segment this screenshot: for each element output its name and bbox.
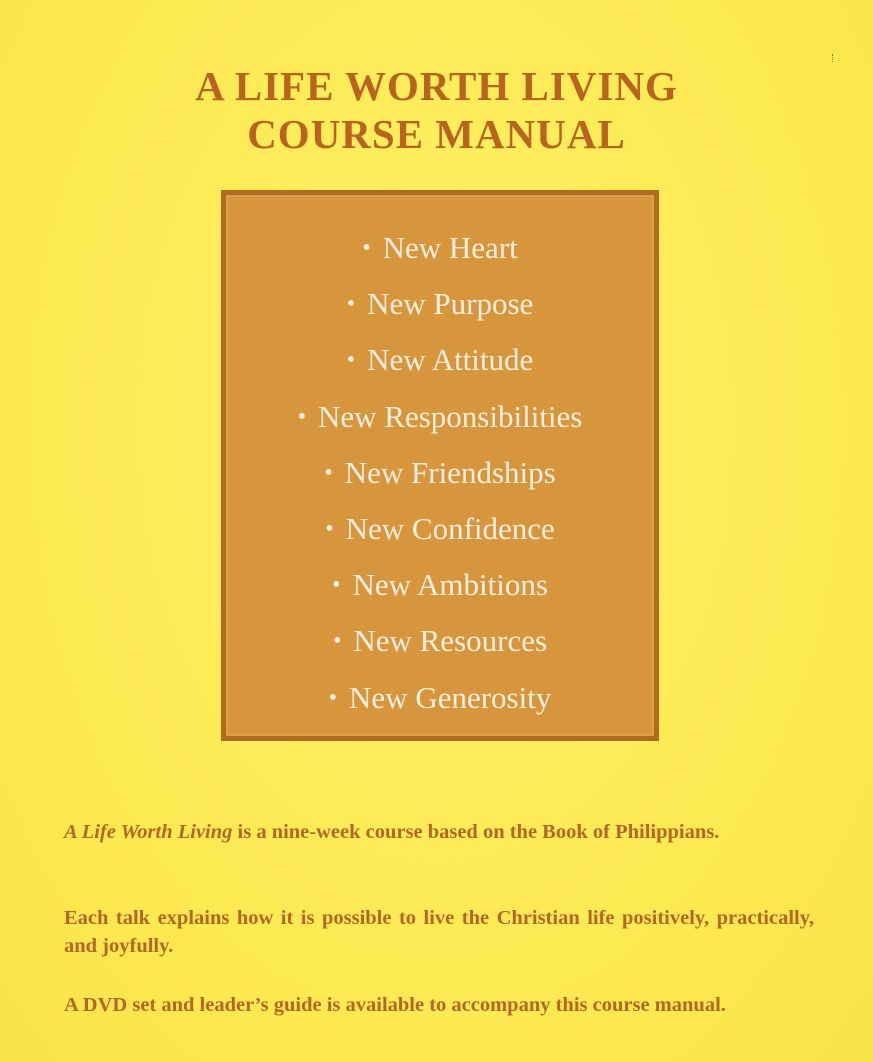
- bullet-icon: •: [346, 347, 356, 374]
- title-line-2: COURSE MANUAL: [247, 111, 626, 157]
- description-paragraph-2: Each talk explains how it is possible to live the Christian life positively, practically, and joyfully.: [64, 907, 814, 957]
- feature-label: New Ambitions: [352, 567, 548, 603]
- feature-label: New Friendships: [344, 454, 556, 490]
- feature-item: [226, 332, 654, 388]
- feature-label: New Attitude: [367, 342, 534, 378]
- feature-item: [226, 670, 654, 726]
- bullet-icon: •: [346, 291, 356, 318]
- description-paragraph-1: [64, 818, 814, 846]
- feature-list: [226, 220, 654, 726]
- course-title-italic: A Life Worth Living: [64, 821, 233, 843]
- feature-item: [226, 220, 654, 276]
- bullet-icon: •: [332, 628, 342, 655]
- feature-item: [226, 613, 654, 669]
- feature-item: [226, 276, 654, 332]
- feature-item: [226, 389, 654, 445]
- feature-label: New Resources: [353, 623, 548, 659]
- bullet-icon: •: [297, 403, 307, 430]
- feature-label: New Responsibilities: [318, 398, 583, 434]
- feature-label: New Purpose: [367, 286, 534, 322]
- feature-label: New Confidence: [345, 510, 555, 546]
- description-paragraph-3: A DVD set and leader’s guide is available to accompany this course manual.: [64, 994, 726, 1016]
- feature-label: New Generosity: [349, 679, 552, 715]
- bullet-icon: •: [325, 515, 334, 542]
- bullet-icon: •: [324, 459, 333, 486]
- bullet-icon: •: [362, 235, 371, 261]
- feature-label: New Heart: [382, 230, 518, 265]
- feature-item: [226, 445, 654, 501]
- bullet-icon: •: [332, 572, 341, 599]
- feature-box: [221, 190, 659, 741]
- description-1-text: is a nine-week course based on the Book of Philippians.: [232, 821, 720, 843]
- feature-item: [226, 501, 654, 557]
- bullet-icon: •: [328, 684, 338, 711]
- feature-item: [226, 557, 654, 613]
- scan-speck: [832, 54, 836, 62]
- title-line-1: A LIFE WORTH LIVING: [195, 63, 678, 109]
